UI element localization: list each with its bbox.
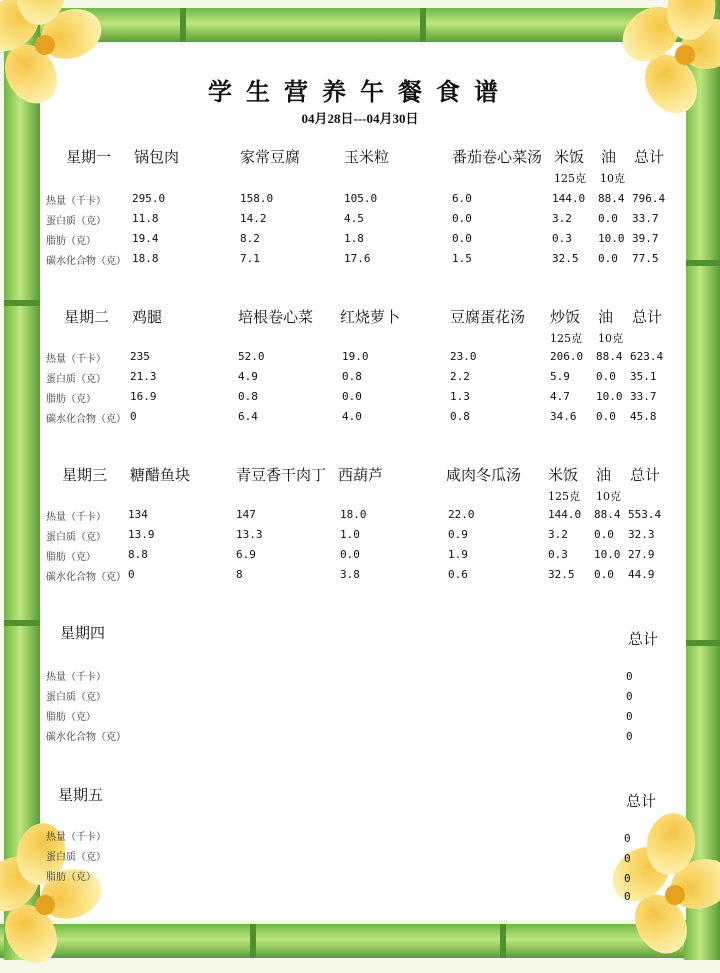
nutrition-value: 34.6 [550,410,577,423]
date-range: 04月28日---04月30日 [301,111,419,126]
nutrition-value: 23.0 [450,350,477,363]
nutrition-value: 19.0 [342,350,369,363]
row-label: 蛋白质（克） [46,216,106,227]
row-label: 碳水化合物（克） [46,732,126,743]
day-label: 星期二 [64,308,110,326]
row-label: 脂肪（克） [46,552,96,563]
dish-name: 家常豆腐 [240,148,301,166]
nutrition-value: 6.4 [238,410,258,423]
total-value: 553.4 [628,508,662,521]
day-section-monday [0,146,720,316]
bamboo-node [420,8,426,42]
nutrition-value: 0.0 [342,390,362,403]
nutrition-value: 105.0 [344,192,378,205]
nutrition-value: 32.5 [548,568,575,581]
total-value: 0 [626,730,633,743]
nutrition-value: 32.5 [552,252,579,265]
dish-name: 米饭 [548,466,579,484]
total-header: 总计 [632,308,663,326]
total-value: 33.7 [630,390,657,403]
nutrition-value: 11.8 [132,212,159,225]
nutrition-value: 0.0 [452,232,472,245]
day-label: 星期四 [60,624,106,642]
total-header: 总计 [630,466,661,484]
row-label: 热量（千卡） [46,832,106,843]
nutrition-value: 158.0 [240,192,274,205]
nutrition-value: 235 [130,350,150,363]
dish-name: 玉米粒 [344,148,390,166]
dish-name: 油 [598,308,614,326]
total-value: 35.1 [630,370,657,383]
row-label: 碳水化合物（克） [46,572,126,583]
day-section-friday [0,784,720,903]
nutrition-value: 144.0 [548,508,582,521]
nutrition-value: 10.0 [596,390,623,403]
day-section-wednesday [0,464,720,634]
nutrition-value: 88.4 [594,508,621,521]
portion-note: 10克 [598,332,623,345]
nutrition-value: 206.0 [550,350,584,363]
nutrition-value: 144.0 [552,192,586,205]
nutrition-value: 134 [128,508,148,521]
nutrition-value: 1.5 [452,252,472,265]
bamboo-node [250,924,256,958]
day-section-thursday [0,622,720,792]
row-label: 碳水化合物（克） [46,256,126,267]
nutrition-value: 52.0 [238,350,265,363]
nutrition-value: 0.9 [448,528,468,541]
row-label: 蛋白质（克） [46,852,106,863]
nutrition-value: 1.8 [344,232,364,245]
nutrition-value: 0.0 [598,212,618,225]
nutrition-value: 3.2 [552,212,572,225]
nutrition-value: 88.4 [596,350,623,363]
dish-name: 米饭 [554,148,585,166]
row-label: 热量（千卡） [46,512,106,523]
nutrition-value: 10.0 [594,548,621,561]
dish-name: 咸肉冬瓜汤 [446,466,522,484]
dish-name: 油 [596,466,612,484]
nutrition-value: 0.8 [238,390,258,403]
nutrition-value: 0 [128,568,135,581]
nutrition-value: 10.0 [598,232,625,245]
page-title: 学生营养午餐食谱 [208,77,512,106]
nutrition-value: 0.6 [448,568,468,581]
nutrition-value: 14.2 [240,212,267,225]
row-label: 碳水化合物（克） [46,414,126,425]
total-header: 总计 [626,792,657,810]
nutrition-value: 147 [236,508,256,521]
total-value: 32.3 [628,528,655,541]
dish-name: 豆腐蛋花汤 [450,308,526,326]
bamboo-node [500,924,506,958]
total-value: 0 [624,890,631,903]
nutrition-value: 22.0 [448,508,475,521]
nutrition-value: 0.0 [452,212,472,225]
row-label: 脂肪（克） [46,872,96,883]
nutrition-value: 13.9 [128,528,155,541]
nutrition-value: 8 [236,568,243,581]
total-value: 0 [624,832,631,845]
dish-name: 糖醋鱼块 [130,466,191,484]
row-label: 脂肪（克） [46,712,96,723]
row-label: 蛋白质（克） [46,692,106,703]
nutrition-value: 8.8 [128,548,148,561]
nutrition-value: 0.3 [548,548,568,561]
nutrition-value: 1.9 [448,548,468,561]
dish-name: 油 [601,148,617,166]
total-value: 0 [626,710,633,723]
total-header: 总计 [634,148,665,166]
nutrition-value: 18.0 [340,508,367,521]
nutrition-value: 3.2 [548,528,568,541]
row-label: 脂肪（克） [46,236,96,247]
bamboo-node [180,8,186,42]
total-value: 44.9 [628,568,655,581]
nutrition-value: 2.2 [450,370,470,383]
total-value: 45.8 [630,410,657,423]
total-value: 0 [626,670,633,683]
dish-name: 培根卷心菜 [238,308,314,326]
nutrition-value: 295.0 [132,192,166,205]
total-value: 39.7 [632,232,659,245]
dish-name: 青豆香干肉丁 [236,466,327,484]
dish-name: 鸡腿 [132,308,163,326]
dish-name: 番茄卷心菜汤 [452,148,543,166]
day-section-tuesday [0,306,720,476]
nutrition-value: 21.3 [130,370,157,383]
nutrition-value: 13.3 [236,528,263,541]
nutrition-value: 19.4 [132,232,159,245]
row-label: 蛋白质（克） [46,374,106,385]
nutrition-value: 3.8 [340,568,360,581]
nutrition-value: 17.6 [344,252,371,265]
dish-name: 炒饭 [550,308,581,326]
nutrition-value: 0.8 [342,370,362,383]
nutrition-value: 8.2 [240,232,260,245]
nutrition-value: 0.0 [594,568,614,581]
nutrition-value: 0.0 [596,370,616,383]
nutrition-value: 0 [130,410,137,423]
day-label: 星期五 [58,786,104,804]
total-value: 27.9 [628,548,655,561]
nutrition-value: 0.8 [450,410,470,423]
portion-note: 10克 [600,172,625,185]
nutrition-value: 88.4 [598,192,625,205]
row-label: 脂肪（克） [46,394,96,405]
nutrition-value: 4.7 [550,390,570,403]
nutrition-value: 6.0 [452,192,472,205]
row-label: 热量（千卡） [46,672,106,683]
nutrition-value: 0.0 [340,548,360,561]
nutrition-value: 4.5 [344,212,364,225]
day-label: 星期三 [62,466,108,484]
total-value: 623.4 [630,350,664,363]
total-value: 0 [626,690,633,703]
nutrition-value: 6.9 [236,548,256,561]
nutrition-value: 4.9 [238,370,258,383]
portion-note: 125克 [548,490,580,503]
dish-name: 西葫芦 [338,466,384,484]
total-value: 796.4 [632,192,666,205]
portion-note: 125克 [550,332,582,345]
day-label: 星期一 [66,148,112,166]
nutrition-value: 1.3 [450,390,470,403]
nutrition-value: 7.1 [240,252,260,265]
row-label: 热量（千卡） [46,354,106,365]
dish-name: 锅包肉 [134,148,180,166]
row-label: 蛋白质（克） [46,532,106,543]
nutrition-value: 18.8 [132,252,159,265]
total-value: 0 [624,852,631,865]
nutrition-value: 5.9 [550,370,570,383]
total-value: 33.7 [632,212,659,225]
nutrition-value: 0.3 [552,232,572,245]
nutrition-value: 4.0 [342,410,362,423]
nutrition-value: 1.0 [340,528,360,541]
total-value: 77.5 [632,252,659,265]
row-label: 热量（千卡） [46,196,106,207]
nutrition-value: 0.0 [594,528,614,541]
total-header: 总计 [628,630,659,648]
portion-note: 10克 [596,490,621,503]
nutrition-value: 0.0 [596,410,616,423]
dish-name: 红烧萝卜 [340,308,401,326]
nutrition-value: 0.0 [598,252,618,265]
total-value: 0 [624,872,631,885]
portion-note: 125克 [554,172,586,185]
nutrition-value: 16.9 [130,390,157,403]
